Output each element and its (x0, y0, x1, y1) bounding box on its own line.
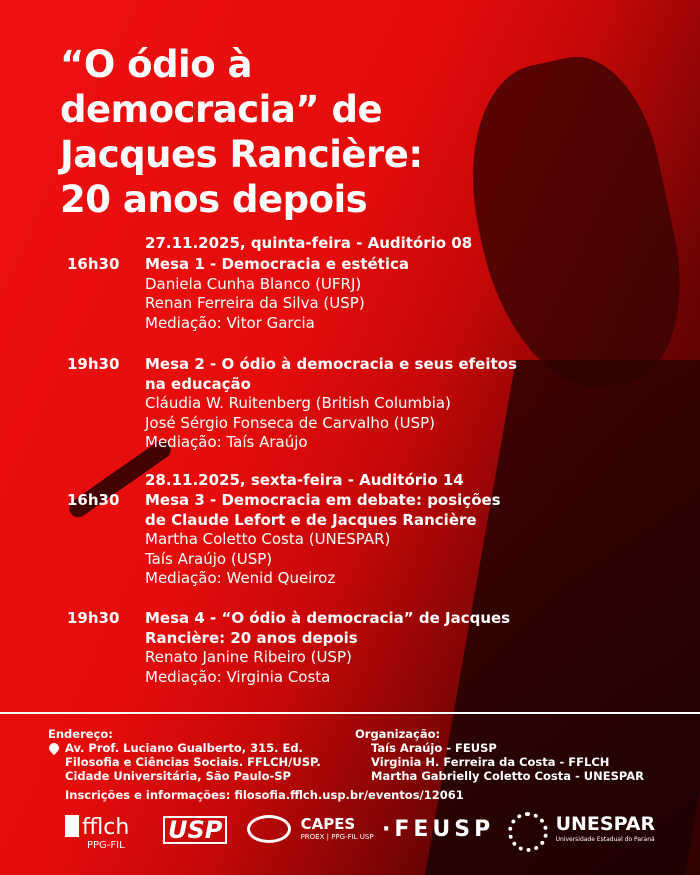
session-title: Mesa 4 - “O ódio à democracia” de Jacques (145, 609, 511, 627)
address-label: Endereço: (48, 727, 113, 741)
moderator: Mediação: Wenid Queiroz (145, 569, 336, 587)
session-title: Rancière: 20 anos depois (145, 628, 358, 647)
poster-title (60, 42, 423, 222)
session-time: 16h30 (67, 491, 120, 509)
location-pin-icon (47, 741, 61, 755)
speaker: Taís Araújo (USP) (145, 549, 273, 568)
session-title: de Claude Lefort e de Jacques Rancière (145, 510, 477, 529)
session-title: na educação (145, 374, 251, 393)
day1-header: 27.11.2025, quinta-feira - Auditório 08 (145, 234, 473, 252)
moderator: Mediação: Vitor Garcia (145, 313, 315, 332)
speaker: Daniela Cunha Blanco (UFRJ) (145, 274, 362, 293)
organizer: Taís Araújo - FEUSP (371, 741, 497, 755)
session-title: Mesa 3 - Democracia em debate: posições (145, 491, 501, 509)
session-mesa-3 (145, 491, 501, 589)
organization-label: Organização: (355, 727, 441, 741)
moderator: Mediação: Virginia Costa (145, 667, 331, 686)
organizer: Martha Gabrielly Coletto Costa - UNESPAR (371, 769, 644, 783)
session-title: Mesa 2 - O ódio à democracia e seus efeitos (145, 355, 517, 373)
organization-block (355, 727, 644, 783)
speaker: Martha Coletto Costa (UNESPAR) (145, 530, 391, 548)
speaker: Cláudia W. Ruitenberg (British Columbia) (145, 394, 451, 412)
unespar-logo: UNESPAR Universidade Estadual do Paraná (508, 812, 655, 852)
address-line: Filosofia e Ciências Sociais. FFLCH/USP. (65, 755, 321, 769)
address-text (48, 741, 321, 783)
divider (0, 712, 700, 714)
title-line: democracia” de (60, 88, 383, 131)
silhouette-head (448, 44, 700, 406)
feusp-logo: ·FEUSP (382, 817, 495, 842)
address-line: Av. Prof. Luciano Gualberto, 315. Ed. (65, 741, 303, 755)
title-line: “O ódio à (60, 43, 253, 86)
session-title: Mesa 1 - Democracia e estética (145, 255, 409, 273)
organizer: Virginia H. Ferreira da Costa - FFLCH (371, 755, 610, 769)
session-time: 19h30 (67, 609, 120, 627)
usp-logo: USP (163, 816, 227, 844)
moderator: Mediação: Taís Araújo (145, 433, 308, 451)
speaker: José Sérgio Fonseca de Carvalho (USP) (145, 413, 436, 432)
session-mesa-2 (145, 355, 517, 453)
day2-header: 28.11.2025, sexta-feira - Auditório 14 (145, 471, 464, 489)
session-time: 16h30 (67, 255, 120, 273)
registration-info[interactable]: Inscrições e informações: filosofia.fflch.usp.br/eventos/12061 (65, 788, 464, 802)
speaker: Renan Ferreira da Silva (USP) (145, 294, 365, 312)
capes-logo: CAPES PROEX | PPG-FIL USP (247, 815, 374, 843)
speaker: Renato Janine Ribeiro (USP) (145, 648, 352, 666)
session-mesa-4 (145, 609, 510, 687)
title-line: 20 anos depois (60, 178, 368, 221)
address-block (48, 727, 321, 783)
session-mesa-1 (145, 255, 409, 333)
fflch-logo: fflch PPG-FIL (65, 815, 129, 851)
title-line: Jacques Rancière: (60, 133, 423, 176)
session-time: 19h30 (67, 355, 120, 373)
address-line: Cidade Universitária, São Paulo-SP (65, 769, 291, 783)
